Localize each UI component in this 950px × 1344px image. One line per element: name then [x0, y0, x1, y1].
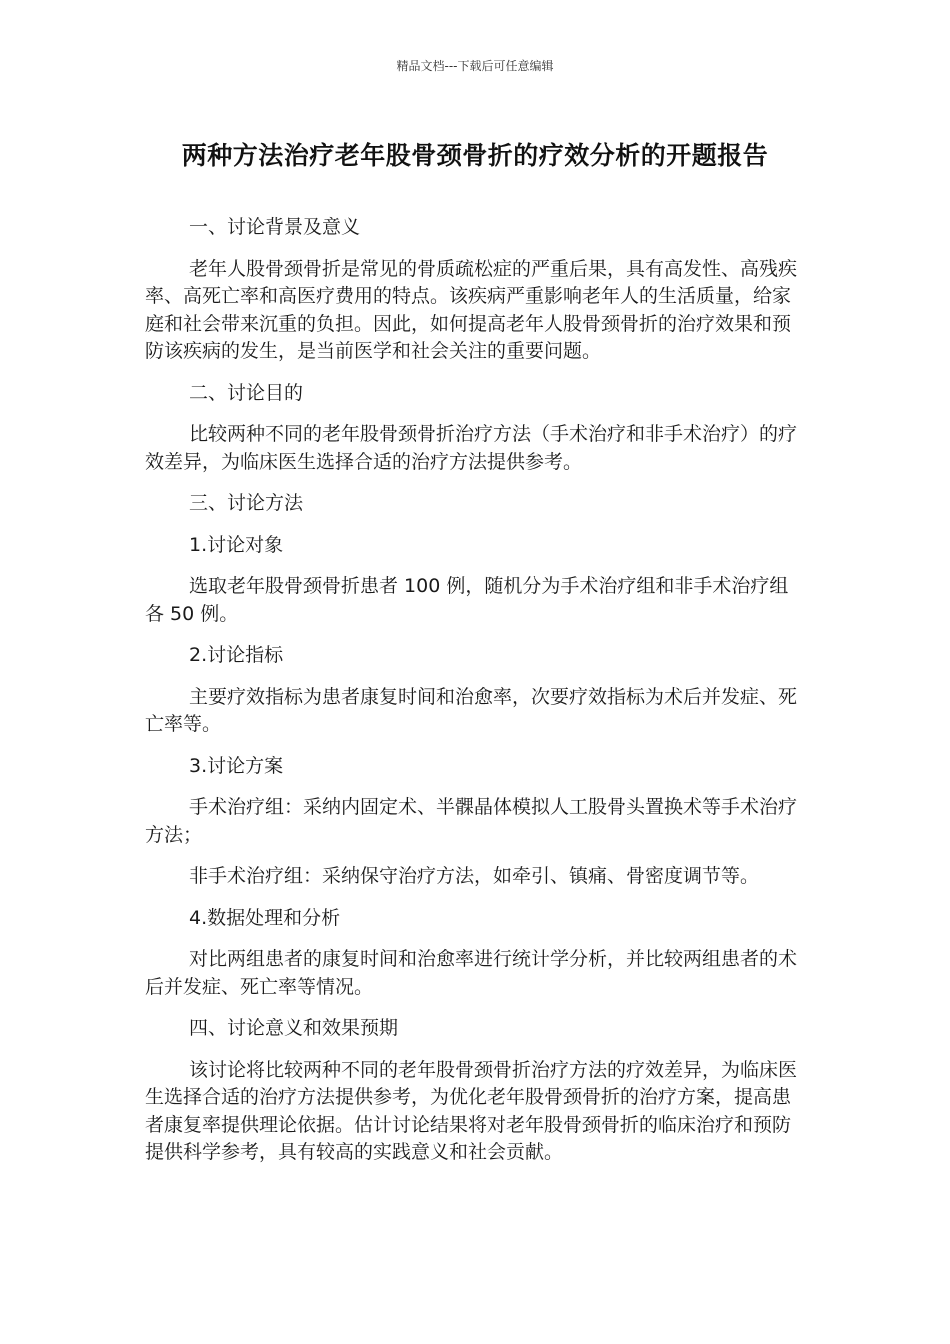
section-heading-background: 一、讨论背景及意义 [189, 216, 361, 238]
paragraph-indicators: 主要疗效指标为患者康复时间和治愈率，次要疗效指标为术后并发症、死亡率等。 [145, 685, 798, 735]
paragraph-significance: 该讨论将比较两种不同的老年股骨颈骨折治疗方法的疗效差异，为临床医生选择合适的治疗方法提供参考，为优化老年股骨颈骨折的治疗方案，提高患者康复率提供理论依据。估计讨论结果将对老年股骨颈骨折的临床治疗和预防提供科学参考，具有较高的实践意义和社会贡献。 [145, 1058, 798, 1163]
document-body [145, 214, 807, 1181]
paragraph-background: 老年人股骨颈骨折是常见的骨质疏松症的严重后果，具有高发性、高残疾率、高死亡率和高医疗费用的特点。该疾病严重影响老年人的生活质量，给家庭和社会带来沉重的负担。因此，如何提高老年人股骨颈骨折的治疗效果和预防该疾病的发生，是当前医学和社会关注的重要问题。 [145, 257, 798, 362]
section-heading-significance: 四、讨论意义和效果预期 [189, 1017, 399, 1039]
paragraph-surgical-group: 手术治疗组：采纳内固定术、半髁晶体模拟人工股骨头置换术等手术治疗方法； [145, 796, 798, 846]
subheading-plan: 3.讨论方案 [189, 754, 284, 777]
paragraph-purpose: 比较两种不同的老年股骨颈骨折治疗方法（手术治疗和非手术治疗）的疗效差异，为临床医生选择合适的治疗方法提供参考。 [145, 423, 798, 473]
paragraph-nonsurgical-group: 非手术治疗组：采纳保守治疗方法，如牵引、镇痛、骨密度调节等。 [189, 865, 760, 887]
section-heading-methods: 三、讨论方法 [189, 492, 304, 514]
subheading-subjects: 1.讨论对象 [189, 533, 284, 556]
document-title: 两种方法治疗老年股骨颈骨折的疗效分析的开题报告 [181, 141, 769, 170]
header-note: 精品文档---下载后可任意编辑 [396, 59, 554, 73]
paragraph-subjects: 选取老年股骨颈骨折患者 100 例，随机分为手术治疗组和非手术治疗组各 50 例。 [145, 575, 789, 625]
subheading-data-analysis: 4.数据处理和分析 [189, 906, 341, 929]
paragraph-data-analysis: 对比两组患者的康复时间和治愈率进行统计学分析，并比较两组患者的术后并发症、死亡率等情况。 [145, 948, 798, 998]
subheading-indicators: 2.讨论指标 [189, 644, 284, 666]
section-heading-purpose: 二、讨论目的 [189, 381, 304, 404]
